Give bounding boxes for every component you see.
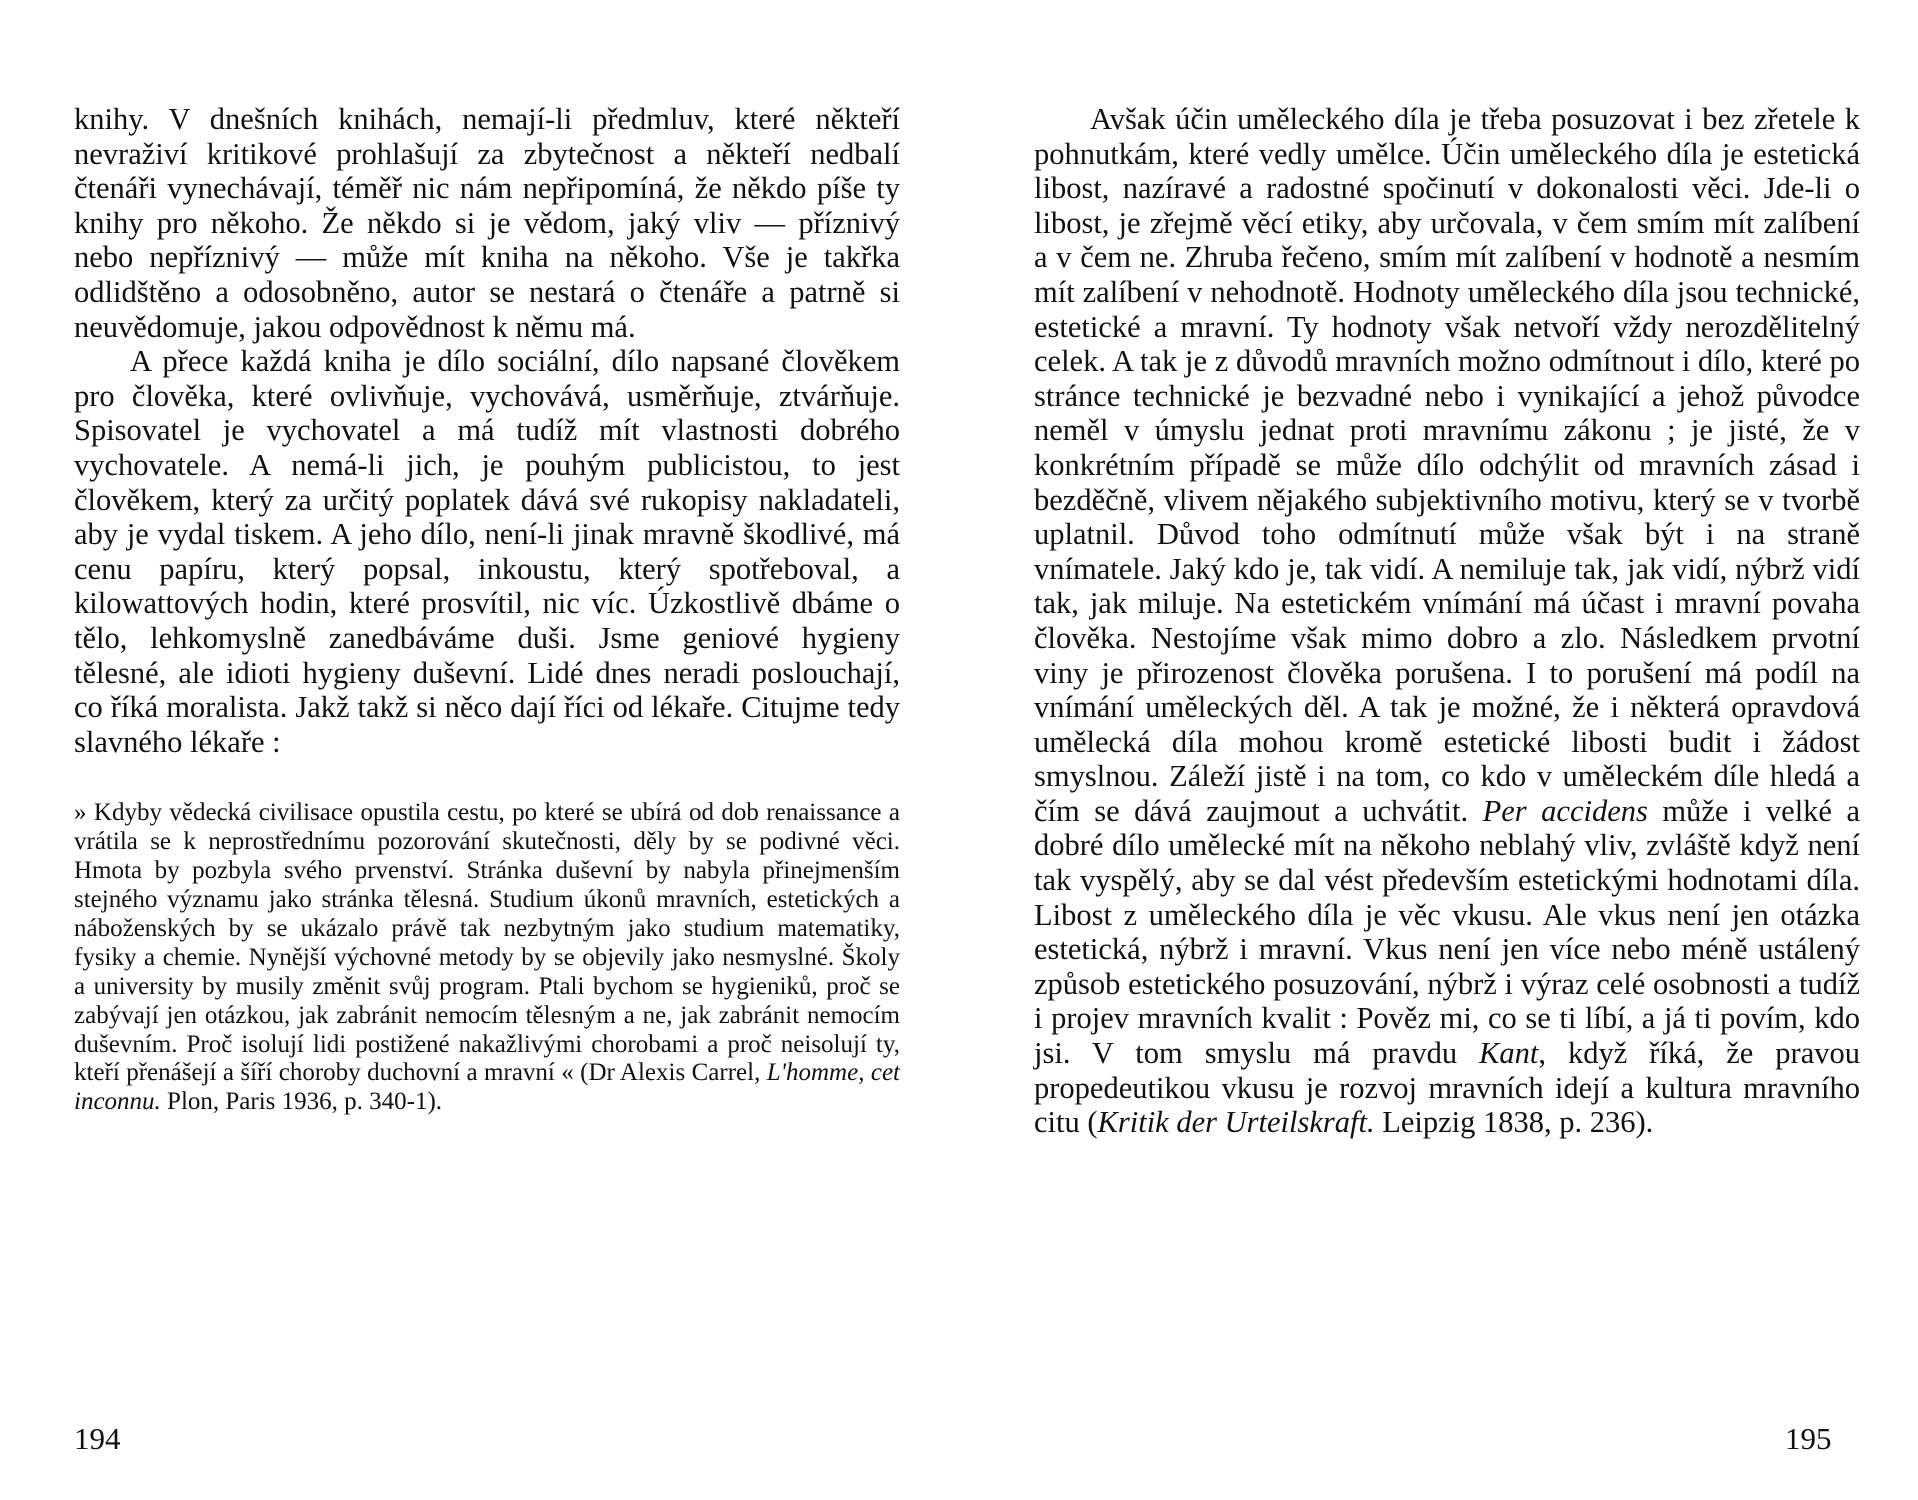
italic-per-accidens: Per accidens [1482,793,1648,828]
right-paragraph-part-2: může i velké a dobré dílo umělecké mít na někoho neblahý vliv, zvláště když není tak vyspělý, aby se dal vést především estetickými hodnotami díla. Libost z uměleckého díla je věc vkusu. Ale vkus není jen otázka estetická, nýbrž i mravní. Vkus není jen více nebo méně ustálený způsob estetického posuzování, nýbrž i výraz celé osobnosti a tudíž i projev mravních kvalit : Pověz mi, co se ti líbí, a já ti povím, kdo jsi. V tom smyslu má pravdu [1034,793,1861,1071]
quotation-book-title: L'homme, cet inconnu. [74,1059,900,1116]
page-number-left: 194 [74,1421,121,1456]
quotation-text: » Kdyby vědecká civilisace opustila cestu, po které se ubírá od dob renaissance a vrátila se k neprostřednímu pozorování skutečnosti, děly by se podivné věci. Hmota by pozbyla svého prvenství. Stránka duševní by nabyla přinejmenším stejného významu jako stránka tělesná. Studium úkonů mravních, estetických a náboženských by se ukázalo právě tak nezbytným jako studium matematiky, fysiky a chemie. Nynější výchovné metody by se objevily jako nesmyslné. Školy a university by musily změnit svůj program. Ptali bychom se hygieniků, proč se zabývají jen otázkou, jak zabránit nemocím tělesným a ne, jak zabránit nemocím duševním. Proč isolují lidi postižené nakažlivými chorobami a proč neisolují ty, kteří přenášejí a šíří choroby duchovní a mravní « (Dr Alexis Carrel, [74,799,900,1087]
italic-kant: Kant [1479,1036,1539,1071]
carrel-quotation [74,799,900,1117]
right-paragraph-part-1: Avšak účin uměleckého díla je třeba posuzovat i bez zřetele k pohnutkám, které vedly umělce. Účin uměleckého díla je estetická libost, nazíravé a radostné spočinutí v dokonalosti věci. Jde-li o libost, je zřejmě věcí etiky, aby určovala, v čem smím mít zalíbení a v čem ne. Zhruba řečeno, smím mít zalíbení v hodnotě a nesmím mít zalíbení v nehodnotě. Hodnoty uměleckého díla jsou technické, estetické a mravní. Ty hodnoty však netvoří vždy nerozdělitelný celek. A tak je z důvodů mravních možno odmítnout i dílo, které po stránce technické je bezvadné nebo i vynikající a jehož původce neměl v úmyslu jednat proti mravnímu zákonu ; je jisté, že v konkrétním případě se může dílo odchýlit od mravních zásad i bezděčně, vlivem nějakého subjektivního motivu, který se v tvorbě uplatnil. Důvod toho odmítnutí může však být i na straně vnímatele. Jaký kdo je, tak vidí. A nemiluje tak, jak vidí, nýbrž vidí tak, jak miluje. Na estetickém vnímání má účast i mravní povaha člověka. Nestojíme však mimo dobro a zlo. Následkem prvotní viny je přirozenost člověka porušena. I to porušení má podíl na vnímání uměleckých děl. A tak je možné, že i některá opravdová umělecká díla mohou kromě estetické libosti budit i žádost smyslnou. Záleží jistě i na tom, co kdo v uměleckém díle hledá a čím se dává zaujmout a uchvátit. [1034,102,1860,828]
left-text-column [74,102,900,1117]
left-paragraph-2: A přece každá kniha je dílo sociální, dílo napsané člověkem pro člověka, které ovlivňuje, vychovává, usměrňuje, ztvárňuje. Spisovatel je vychovatel a má tudíž mít vlastnosti dobrého vychovatele. A nemá-li jich, je pouhým publicistou, to jest člověkem, který za určitý poplatek dává své rukopisy nakladateli, aby je vydal tiskem. A jeho dílo, není-li jinak mravně škodlivé, má cenu papíru, který popsal, inkoustu, který spotřeboval, a kilowattových hodin, které prosvítil, nic víc. Úzkostlivě dbáme o tělo, lehkomyslně zanedbáváme duši. Jsme geniové hygieny tělesné, ale idioti hygieny duševní. Lidé dnes neradi poslouchají, co říká moralista. Jakž takž si něco dají říci od lékaře. Citujme tedy slavného lékaře : [74,344,900,759]
quotation-citation-tail: Plon, Paris 1936, p. 340-1). [160,1088,443,1116]
right-paragraph-part-3: , když říká, že pravou propedeutikou vkusu je rozvoj mravních idejí a kultura mravního citu ( [1034,1036,1860,1140]
right-paragraph-1 [1034,102,1860,1140]
left-paragraph-1: knihy. V dnešních knihách, nemají-li předmluv, které někteří nevraživí kritikové prohlašují za zbytečnost a někteří nedbalí čtenáři vynechávají, téměř nic nám nepřipomíná, že někdo píše ty knihy pro někoho. Že někdo si je vědom, jaký vliv — příznivý nebo nepříznivý — může mít kniha na někoho. Vše je takřka odlidštěno a odosobněno, autor se nestará o čtenáře a patrně si neuvědomuje, jakou odpovědnost k němu má. [74,102,900,344]
page-number-right: 195 [1785,1421,1832,1456]
right-page [959,0,1918,1500]
right-paragraph-part-4: Leipzig 1838, p. 236). [1374,1105,1654,1140]
italic-kritik-title: Kritik der Urteilskraft. [1097,1105,1375,1140]
right-text-column [1034,102,1860,1140]
